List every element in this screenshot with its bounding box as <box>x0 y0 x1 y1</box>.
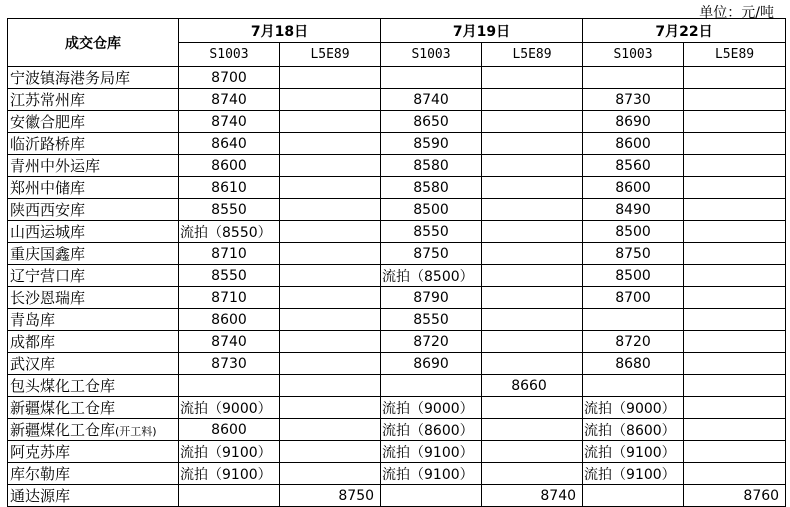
price-l5e89-day3 <box>684 111 786 133</box>
price-l5e89-day2 <box>482 221 583 243</box>
table-row <box>8 67 786 89</box>
warehouse-name-text: 库尔勒库 <box>10 465 71 483</box>
table-row <box>8 221 786 243</box>
table-body <box>8 67 786 507</box>
price-s1003-day1: 8600 <box>179 309 280 331</box>
price-l5e89-day3 <box>684 331 786 353</box>
warehouse-name <box>8 67 179 89</box>
warehouse-name <box>8 485 179 507</box>
warehouse-name <box>8 243 179 265</box>
price-s1003-day3: 8560 <box>583 155 684 177</box>
warehouse-name-text: 包头煤化工仓库 <box>10 377 116 395</box>
price-s1003-day1: 8740 <box>179 331 280 353</box>
price-s1003-day1: 流拍（8550） <box>179 221 280 243</box>
warehouse-name-text: 安徽合肥库 <box>10 113 86 131</box>
price-s1003-day3: 8680 <box>583 353 684 375</box>
warehouse-name <box>8 199 179 221</box>
table-row <box>8 309 786 331</box>
price-l5e89-day3 <box>684 221 786 243</box>
price-l5e89-day3 <box>684 67 786 89</box>
price-l5e89-day1 <box>280 133 381 155</box>
unit-label: 单位：元/吨 <box>699 5 774 21</box>
price-l5e89-day3 <box>684 243 786 265</box>
warehouse-name-text: 新疆煤化工仓库 <box>10 399 116 417</box>
price-l5e89-day2 <box>482 133 583 155</box>
header-product-l5e89: L5E89 <box>280 43 381 67</box>
price-l5e89-day1 <box>280 441 381 463</box>
header-product-s1003: S1003 <box>381 43 482 67</box>
warehouse-name <box>8 463 179 485</box>
price-l5e89-day3 <box>684 177 786 199</box>
table-row <box>8 287 786 309</box>
price-s1003-day3: 8600 <box>583 177 684 199</box>
price-l5e89-day1 <box>280 199 381 221</box>
price-l5e89-day2 <box>482 331 583 353</box>
price-s1003-day2: 流拍（8600） <box>381 419 482 441</box>
price-l5e89-day2 <box>482 397 583 419</box>
price-l5e89-day2 <box>482 441 583 463</box>
price-l5e89-day3 <box>684 397 786 419</box>
warehouse-name <box>8 331 179 353</box>
price-s1003-day3: 8700 <box>583 287 684 309</box>
warehouse-name-text: 青岛库 <box>10 311 56 329</box>
price-s1003-day2: 8720 <box>381 331 482 353</box>
warehouse-name-text: 陕西西安库 <box>10 201 86 219</box>
price-l5e89-day2 <box>482 287 583 309</box>
price-s1003-day3: 8490 <box>583 199 684 221</box>
price-l5e89-day1 <box>280 397 381 419</box>
price-s1003-day2: 8550 <box>381 309 482 331</box>
price-s1003-day2: 8500 <box>381 199 482 221</box>
price-l5e89-day1 <box>280 67 381 89</box>
price-l5e89-day1: 8750 <box>280 485 381 507</box>
price-s1003-day3: 流拍（9100） <box>583 441 684 463</box>
price-s1003-day1: 流拍（9100） <box>179 441 280 463</box>
header-date-1: 7月18日 <box>179 19 381 43</box>
header-row-dates <box>8 19 786 43</box>
price-l5e89-day2 <box>482 353 583 375</box>
price-s1003-day1: 8730 <box>179 353 280 375</box>
table-row <box>8 375 786 397</box>
table-row <box>8 133 786 155</box>
table-row <box>8 265 786 287</box>
price-l5e89-day2 <box>482 463 583 485</box>
price-l5e89-day2: 8740 <box>482 485 583 507</box>
price-s1003-day2: 流拍（9100） <box>381 441 482 463</box>
price-s1003-day3 <box>583 67 684 89</box>
price-s1003-day2: 8580 <box>381 155 482 177</box>
price-l5e89-day1 <box>280 89 381 111</box>
price-s1003-day3: 8720 <box>583 331 684 353</box>
price-s1003-day2: 8790 <box>381 287 482 309</box>
price-s1003-day1: 8600 <box>179 155 280 177</box>
price-s1003-day2 <box>381 375 482 397</box>
price-s1003-day1: 8640 <box>179 133 280 155</box>
warehouse-name <box>8 111 179 133</box>
table-row <box>8 485 786 507</box>
warehouse-name <box>8 375 179 397</box>
warehouse-name-text: 武汉库 <box>10 355 56 373</box>
price-l5e89-day1 <box>280 375 381 397</box>
warehouse-name-text: 成都库 <box>10 333 56 351</box>
price-s1003-day1 <box>179 485 280 507</box>
price-s1003-day3 <box>583 309 684 331</box>
warehouse-name-text: 辽宁营口库 <box>10 267 86 285</box>
warehouse-name <box>8 89 179 111</box>
price-l5e89-day3 <box>684 199 786 221</box>
warehouse-name-text: 阿克苏库 <box>10 443 71 461</box>
price-l5e89-day3 <box>684 155 786 177</box>
warehouse-name-text: 郑州中储库 <box>10 179 86 197</box>
price-l5e89-day3 <box>684 287 786 309</box>
warehouse-name-text: 长沙恩瑞库 <box>10 289 86 307</box>
auction-price-table <box>7 18 786 507</box>
price-s1003-day1: 流拍（9100） <box>179 463 280 485</box>
price-l5e89-day2 <box>482 67 583 89</box>
warehouse-name <box>8 265 179 287</box>
table-row <box>8 419 786 441</box>
warehouse-name-text: 山西运城库 <box>10 223 86 241</box>
price-s1003-day2: 8650 <box>381 111 482 133</box>
warehouse-name <box>8 287 179 309</box>
price-l5e89-day2 <box>482 419 583 441</box>
price-s1003-day3: 8750 <box>583 243 684 265</box>
price-s1003-day3 <box>583 375 684 397</box>
warehouse-name <box>8 397 179 419</box>
price-l5e89-day1 <box>280 287 381 309</box>
price-s1003-day1: 8710 <box>179 287 280 309</box>
price-l5e89-day3 <box>684 441 786 463</box>
price-s1003-day2: 8740 <box>381 89 482 111</box>
price-s1003-day2: 流拍（9000） <box>381 397 482 419</box>
price-s1003-day3: 8730 <box>583 89 684 111</box>
price-l5e89-day3 <box>684 309 786 331</box>
warehouse-name <box>8 155 179 177</box>
header-product-l5e89: L5E89 <box>482 43 583 67</box>
price-s1003-day1: 8610 <box>179 177 280 199</box>
header-product-s1003: S1003 <box>583 43 684 67</box>
table-row <box>8 177 786 199</box>
price-s1003-day2: 8750 <box>381 243 482 265</box>
price-l5e89-day1 <box>280 265 381 287</box>
warehouse-name-suffix: (开工料) <box>115 425 157 438</box>
price-l5e89-day1 <box>280 419 381 441</box>
warehouse-name-text: 青州中外运库 <box>10 157 101 175</box>
price-l5e89-day3: 8760 <box>684 485 786 507</box>
price-l5e89-day3 <box>684 375 786 397</box>
table-row <box>8 89 786 111</box>
header-warehouse: 成交仓库 <box>8 19 179 67</box>
price-l5e89-day1 <box>280 309 381 331</box>
warehouse-name-text: 江苏常州库 <box>10 91 86 109</box>
header-product-l5e89: L5E89 <box>684 43 786 67</box>
warehouse-name <box>8 133 179 155</box>
price-s1003-day1: 8740 <box>179 111 280 133</box>
price-l5e89-day1 <box>280 331 381 353</box>
price-s1003-day3: 8600 <box>583 133 684 155</box>
price-l5e89-day1 <box>280 221 381 243</box>
price-l5e89-day2 <box>482 243 583 265</box>
warehouse-name <box>8 309 179 331</box>
price-l5e89-day2 <box>482 111 583 133</box>
warehouse-name-text: 新疆煤化工仓库 <box>10 421 116 439</box>
price-s1003-day1: 8600 <box>179 419 280 441</box>
price-l5e89-day3 <box>684 265 786 287</box>
price-s1003-day1: 8550 <box>179 199 280 221</box>
price-s1003-day1 <box>179 375 280 397</box>
price-l5e89-day2 <box>482 309 583 331</box>
price-l5e89-day2 <box>482 89 583 111</box>
table-row <box>8 111 786 133</box>
price-l5e89-day3 <box>684 463 786 485</box>
warehouse-name-text: 重庆国鑫库 <box>10 245 86 263</box>
price-s1003-day2: 8590 <box>381 133 482 155</box>
price-s1003-day2: 流拍（8500） <box>381 265 482 287</box>
price-s1003-day3 <box>583 485 684 507</box>
warehouse-name <box>8 441 179 463</box>
table-row <box>8 331 786 353</box>
price-s1003-day3: 流拍（8600） <box>583 419 684 441</box>
price-s1003-day2: 8580 <box>381 177 482 199</box>
price-s1003-day1: 8740 <box>179 89 280 111</box>
price-l5e89-day2 <box>482 265 583 287</box>
price-l5e89-day2: 8660 <box>482 375 583 397</box>
price-l5e89-day2 <box>482 155 583 177</box>
table-row <box>8 353 786 375</box>
price-l5e89-day1 <box>280 111 381 133</box>
price-l5e89-day2 <box>482 199 583 221</box>
table-row <box>8 441 786 463</box>
price-s1003-day3: 8500 <box>583 221 684 243</box>
warehouse-name <box>8 177 179 199</box>
table-row <box>8 463 786 485</box>
price-s1003-day2: 8550 <box>381 221 482 243</box>
price-l5e89-day1 <box>280 463 381 485</box>
price-l5e89-day1 <box>280 353 381 375</box>
price-l5e89-day3 <box>684 419 786 441</box>
price-s1003-day1: 流拍（9000） <box>179 397 280 419</box>
price-s1003-day1: 8710 <box>179 243 280 265</box>
header-product-s1003: S1003 <box>179 43 280 67</box>
price-l5e89-day3 <box>684 89 786 111</box>
price-s1003-day2 <box>381 485 482 507</box>
table-row <box>8 397 786 419</box>
price-s1003-day1: 8550 <box>179 265 280 287</box>
price-l5e89-day1 <box>280 177 381 199</box>
header-date-2: 7月19日 <box>381 19 583 43</box>
price-l5e89-day1 <box>280 243 381 265</box>
header-date-3: 7月22日 <box>583 19 786 43</box>
price-l5e89-day3 <box>684 133 786 155</box>
price-s1003-day3: 8500 <box>583 265 684 287</box>
table-row <box>8 155 786 177</box>
table-row <box>8 243 786 265</box>
price-s1003-day2: 流拍（9100） <box>381 463 482 485</box>
price-s1003-day2: 8690 <box>381 353 482 375</box>
price-l5e89-day3 <box>684 353 786 375</box>
price-s1003-day3: 流拍（9000） <box>583 397 684 419</box>
warehouse-name <box>8 221 179 243</box>
price-s1003-day3: 8690 <box>583 111 684 133</box>
warehouse-name-text: 通达源库 <box>10 487 71 505</box>
table-row <box>8 199 786 221</box>
warehouse-name-text: 临沂路桥库 <box>10 135 86 153</box>
price-l5e89-day1 <box>280 155 381 177</box>
warehouse-name <box>8 353 179 375</box>
warehouse-name <box>8 419 179 441</box>
price-l5e89-day2 <box>482 177 583 199</box>
price-s1003-day3: 流拍（9100） <box>583 463 684 485</box>
price-s1003-day1: 8700 <box>179 67 280 89</box>
warehouse-name-text: 宁波镇海港务局库 <box>10 69 131 87</box>
price-s1003-day2 <box>381 67 482 89</box>
